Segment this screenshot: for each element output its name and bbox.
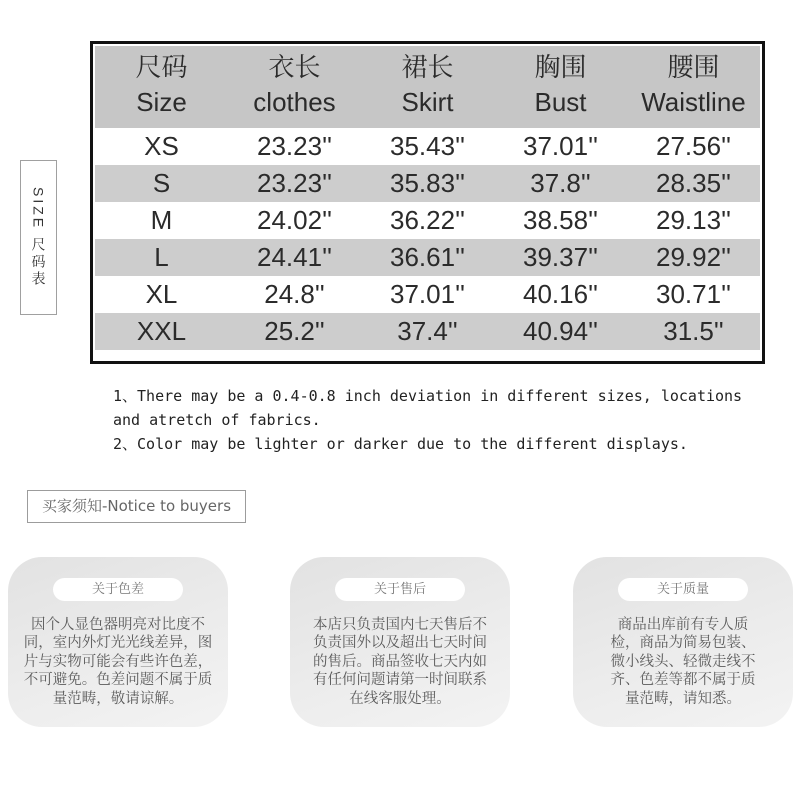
header-label-zh: 衣长 — [268, 52, 321, 82]
card-title: 关于质量 — [618, 578, 748, 601]
table-row — [95, 276, 760, 313]
waistline-cell: 28.35'' — [656, 168, 731, 198]
bust-cell: 39.37'' — [523, 242, 598, 272]
skirt-length-cell: 36.22'' — [390, 205, 465, 235]
header-label-en: Waistline — [641, 87, 746, 117]
header-label-en: clothes — [253, 87, 336, 117]
card-line: 本店只负责国内七天售后不 — [313, 617, 487, 633]
size-notes — [113, 384, 742, 456]
bust-cell: 40.16'' — [523, 279, 598, 309]
info-card-color-difference — [8, 557, 228, 727]
card-line: 的售后。商品签收七天内如 — [313, 653, 487, 670]
card-line: 负责国外以及超出七天时间 — [313, 635, 487, 652]
table-row — [95, 128, 760, 165]
waistline-cell: 29.13'' — [656, 205, 731, 235]
card-line: 商品出库前有专人质 — [617, 617, 749, 633]
clothes-length-cell: 23.23'' — [257, 131, 332, 161]
clothes-length-cell: 23.23'' — [257, 168, 332, 198]
header-label-zh: 裙长 — [401, 52, 454, 82]
table-row — [95, 239, 760, 276]
size-cell: L — [154, 242, 169, 272]
card-line: 有任何问题请第一时间联系 — [313, 672, 487, 689]
skirt-length-cell: 37.4'' — [397, 316, 458, 346]
notice-to-buyers-title: 买家须知-Notice to buyers — [27, 490, 246, 523]
header-label-en: Skirt — [401, 87, 454, 117]
header-cell-skirt — [361, 50, 494, 128]
size-cell: S — [152, 168, 171, 198]
waistline-cell: 30.71'' — [656, 279, 731, 309]
card-line: 片与实物可能会有些许色差， — [23, 653, 213, 670]
card-line: 量范畴，请知悉。 — [625, 690, 741, 707]
side-label-text: SIZE 尺码表 — [30, 186, 47, 288]
info-card-after-sales — [290, 557, 510, 727]
card-line: 齐、色差等都不属于质 — [610, 672, 756, 689]
skirt-length-cell: 35.83'' — [390, 168, 465, 198]
clothes-length-cell: 24.8'' — [264, 279, 325, 309]
clothes-length-cell: 24.41'' — [257, 242, 332, 272]
waistline-cell: 27.56'' — [656, 131, 731, 161]
note-line: and atretch of fabrics. — [113, 411, 321, 429]
table-header-row — [95, 46, 760, 128]
header-label-en: Size — [136, 87, 187, 117]
card-body — [573, 616, 793, 708]
card-line: 微小线头、轻微走线不 — [610, 653, 756, 670]
card-line: 检，商品为简易包装、 — [610, 635, 756, 652]
table-row — [95, 202, 760, 239]
info-card-quality — [573, 557, 793, 727]
waistline-cell: 29.92'' — [656, 242, 731, 272]
size-chart-side-label — [20, 160, 57, 315]
bust-cell: 37.01'' — [523, 131, 598, 161]
header-label-en: Bust — [534, 87, 587, 117]
skirt-length-cell: 35.43'' — [390, 131, 465, 161]
clothes-length-cell: 24.02'' — [257, 205, 332, 235]
header-cell-size — [95, 50, 228, 128]
table-row — [95, 313, 760, 350]
header-cell-waistline — [627, 50, 760, 128]
card-line: 量范畴，敬请谅解。 — [52, 690, 184, 707]
bust-cell: 38.58'' — [523, 205, 598, 235]
card-title: 关于售后 — [335, 578, 465, 601]
header-cell-bust — [494, 50, 627, 128]
skirt-length-cell: 37.01'' — [390, 279, 465, 309]
card-line: 因个人显色器明亮对比度不 — [31, 617, 205, 633]
table-row — [95, 165, 760, 202]
size-cell: XS — [144, 131, 179, 161]
size-cell: M — [150, 205, 173, 235]
waistline-cell: 31.5'' — [663, 316, 724, 346]
card-title: 关于色差 — [53, 578, 183, 601]
note-line: 1、There may be a 0.4-0.8 inch deviation in different sizes, locations — [113, 387, 743, 405]
card-line: 不可避免。色差问题不属于质 — [23, 672, 213, 689]
size-cell: XXL — [136, 316, 187, 346]
header-cell-clothes — [228, 50, 361, 128]
size-cell: XL — [145, 279, 178, 309]
header-label-zh: 胸围 — [534, 52, 587, 82]
header-label-zh: 腰围 — [667, 52, 720, 82]
card-line: 同，室内外灯光光线差异，图 — [23, 635, 213, 652]
note-line: 2、Color may be lighter or darker due to the different displays. — [113, 435, 688, 453]
size-chart-table — [90, 41, 765, 364]
header-label-zh: 尺码 — [135, 52, 188, 82]
clothes-length-cell: 25.2'' — [264, 316, 325, 346]
skirt-length-cell: 36.61'' — [390, 242, 465, 272]
bust-cell: 40.94'' — [523, 316, 598, 346]
bust-cell: 37.8'' — [530, 168, 591, 198]
card-line: 在线客服处理。 — [349, 690, 451, 707]
card-body — [8, 616, 228, 708]
card-body — [290, 616, 510, 708]
